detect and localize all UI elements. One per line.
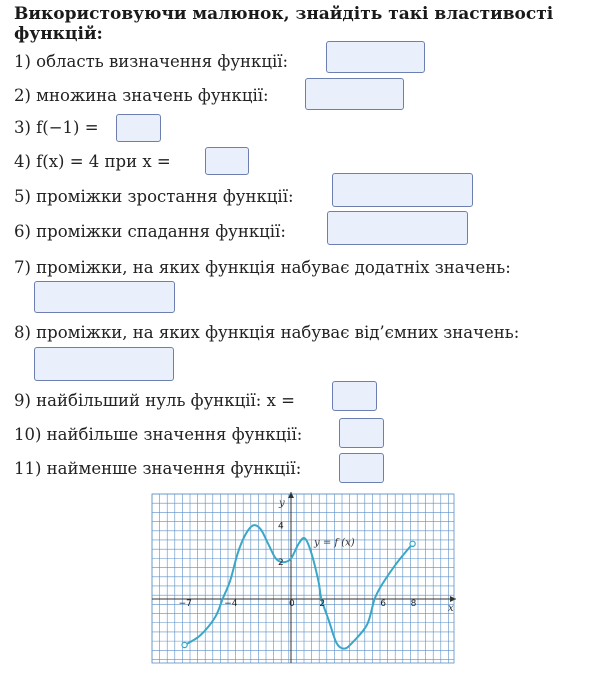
x-tick-label: −7 [178,599,192,609]
question-3: 3) f(−1) = [14,118,99,137]
question-10: 10) найбільше значення функції: [14,425,303,444]
x-tick-label: −4 [224,599,238,609]
endpoint-left [182,642,187,647]
function-curve [185,525,413,649]
task-title: Використовуючи малюнок, знайдіть такі властивості функцій: [14,4,554,44]
x-tick-label: 8 [410,599,417,609]
function-label: y = f (x) [314,537,355,549]
question-9: 9) найбільший нуль функції: x = [14,391,295,410]
x-tick-label: 6 [380,599,386,609]
question-8: 8) проміжки, на яких функція набуває від’ємних значень: [14,323,520,342]
axis-tick-labels [179,521,417,609]
question-1: 1) область визначення функції: [14,52,289,71]
question-2: 2) множина значень функції: [14,86,269,105]
question-5: 5) проміжки зростання функції: [14,187,294,206]
x-tick-label: 0 [289,599,295,609]
y-axis-label: y [279,498,285,509]
x-axis-label: x [448,603,454,614]
question-7: 7) проміжки, на яких функція набуває додатніх значень: [14,258,511,277]
y-tick-label: 2 [278,558,284,569]
endpoint-right [410,541,415,546]
x-axis-arrow [450,596,456,602]
x-tick-label: 2 [319,599,326,609]
question-11: 11) найменше значення функції: [14,459,302,478]
question-6: 6) проміжки спадання функції: [14,222,286,241]
y-tick-label: 4 [278,521,284,532]
question-4: 4) f(x) = 4 при x = [14,152,171,171]
